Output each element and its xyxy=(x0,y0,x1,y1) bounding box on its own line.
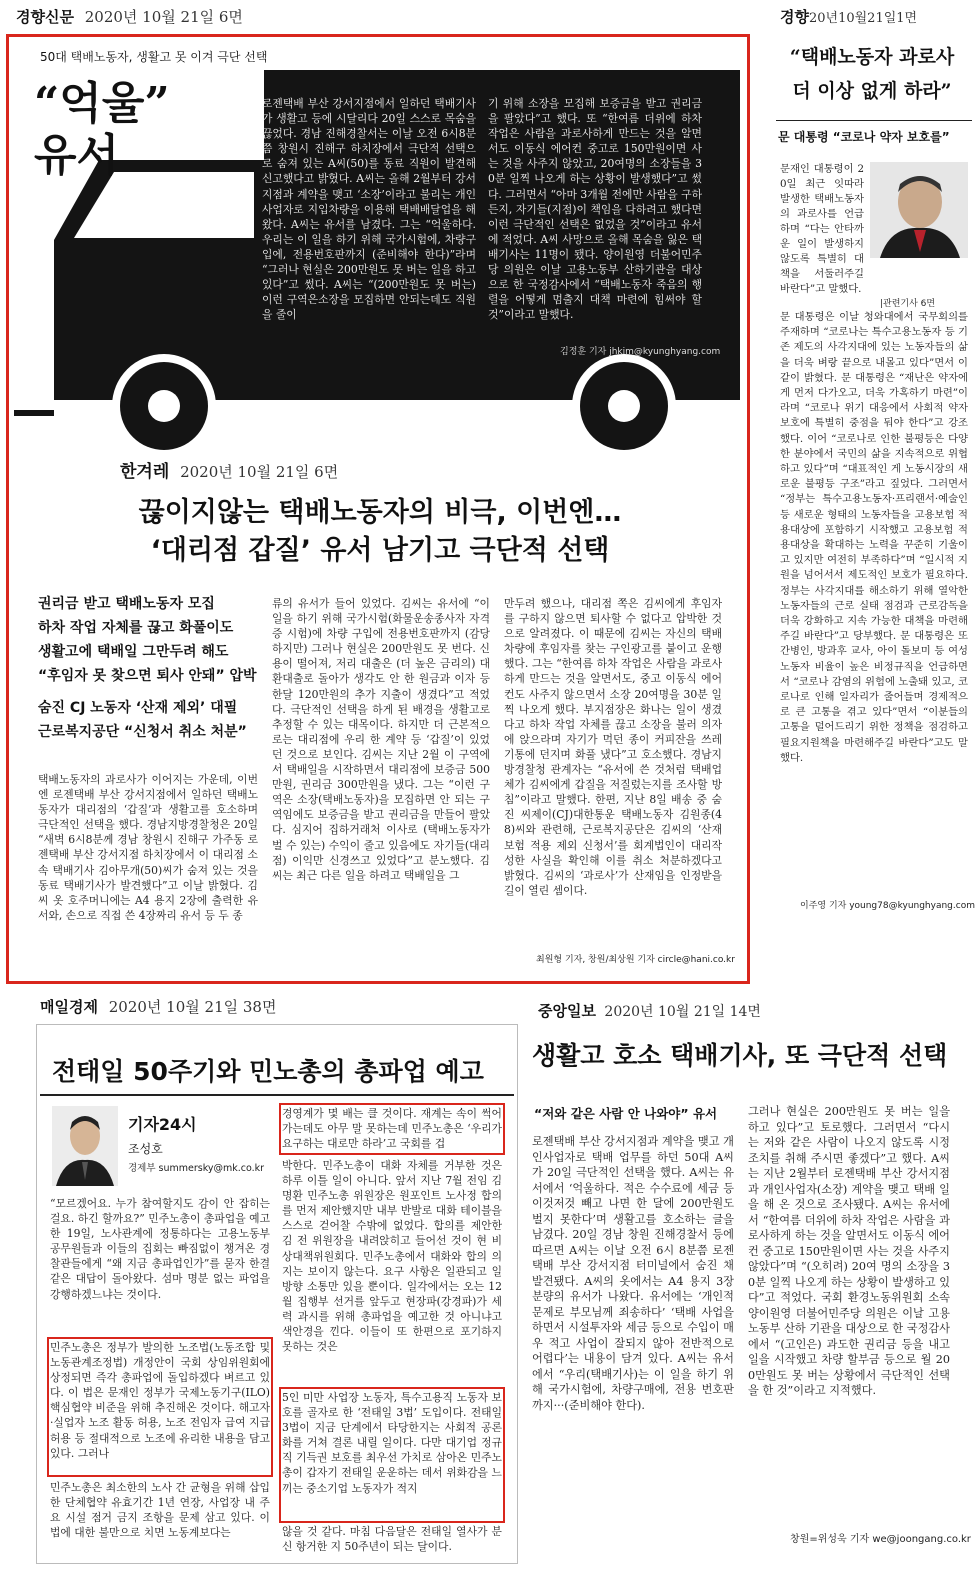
hankyoreh-deck-line: 권리금 받고 택배노동자 모집 xyxy=(38,596,215,612)
maeil-column-name: 기자24시 xyxy=(128,1115,197,1134)
maeil-rule xyxy=(40,1094,514,1096)
joongang-source xyxy=(538,1000,761,1021)
maeil-source-name: 매일경제 xyxy=(40,998,98,1016)
hankyoreh-deck-line: 근로복지공단 “신청서 취소 처분” xyxy=(38,724,247,740)
hankyoreh-byline: 최원형 기자, 창원/최상원 기자 circle@hani.co.kr xyxy=(536,955,735,965)
kh-p1-headline xyxy=(772,40,972,108)
maeil-col2-b: 박한다. 민주노총이 대화 자체를 거부한 것은 하루 이틀 일이 아니다. 앞서 지난 7월 전임 김명환 민주노총 위원장은 원포인트 노사정 합의를 먼저 제안했지만 내부 반발로 대화 테이블을 스스로 걷어찰 수밖에 없었다. 합의를 제안한 김 전 위원장을 내려앉히고 들어선 것이 현 비상대책위원회다. 민주노총에서 대화와 합의 의지는 보이지 않는다. 요구 사항은 일관되고 일방향 소통만 있을 뿐이다. 일각에서는 오는 12월 집행부 선거를 앞두고 현장파(강경파)가 세력 과시를 위해 총파업을 예고한 것 아니냐고 색안경을 낀다. 이들이 또 한편으로 포기하지 못하는 것은 xyxy=(282,1159,502,1354)
joongang-col2: 그러나 현실은 200만원도 못 버는 일을 하고 있다”고 토로했다. 그러면서 “다시는 저와 같은 사람이 나오지 않도록 시정 조치를 취해 주시면 좋겠다”고 했다. A씨는 지난 2월부터 로젠택배 부산 강서지점과 개인사업자(소장) 계약을 맺고 택배 일을 해 온 것으로 조사됐다. A씨는 유서에서 “한여름 더위에 하차 작업은 사람을 과로사하게 하는 것을 알면서도 이동식 에어컨 중고로 150만원이면 사는 것을 사주지 않았다”며 “(오히려) 20여 명의 소장을 30분 일찍 나오게 하는 상황이 발생하고 있다”고 적었다. 국회 환경노동위원회 소속 양이원영 더불어민주당 의원은 이날 고용노동부 산하 기관을 대상으로 한 국정감사에서 “(고인은) 과도한 권리금 등을 내고 일을 시작했고 차량 할부금 등으로 월 200만원도 못 버는 상황에서 극단적인 선택을 한 것”이라고 지적했다. xyxy=(748,1105,950,1397)
joongang-logo: 중앙일보 xyxy=(538,1002,596,1020)
joongang-byline: 창원=위성욱 기자 we@joongang.co.kr xyxy=(790,1534,971,1545)
maeil-col1-c: 민주노총은 최소한의 노사 간 균형을 위해 삽입한 단체협약 유효기간 1년 연장, 사업장 내 주요 시설 점거 금지 조항을 문제 삼고 있다. 이 법에 대한 불만으로 치면 노동계보다는 xyxy=(50,1481,270,1540)
maeil-col1-b: 민주노총은 정부가 발의한 노조법(노동조합 및 노동관계조정법) 개정안이 국회 상임위원회에 상정되면 즉각 총파업에 돌입하겠다 벼르고 있다. 이 법은 문재인 정부가 국제노동기구(ILO) 핵심협약 비준을 위해 추진해온 것이다. 해고자·실업자 노조 활동 허용, 노조 전임자 급여 지급 허용 등 절대적으로 노조에 유리한 내용을 담고 있다. 그러나 xyxy=(50,1340,270,1474)
kyunghyang-p6-source-name: 경향신문 xyxy=(16,8,74,26)
kh-p1-body: 문 대통령은 이날 청와대에서 국무회의를 주재하며 “코로나는 특수고용노동자 등 기존 제도의 사각지대에 있는 노동자들의 삶을 더욱 벼랑 끝으로 내몰고 있다”면서 이같이 밝혔다. 문 대통령은 “재난은 약자에게 먼저 다가오고, 더욱 가혹하기 마련”이라며 “코로나 위기 대응에서 사회적 약자 보호에 특별히 중점을 둬야 한다”고 강조했다. 이어 “코로나로 인한 불평등은 다양한 분야에서 국민의 삶을 지속적으로 위협하고 있다”며 “대표적인 게 노동시장의 새로운 불평등 구조”라고 짚었다. 그러면서 “정부는 특수고용노동자·프리랜서·예술인 등 새로운 형태의 노동자들을 고용보험 적용대상에 포함하기 시작했고 고용보험 적용대상을 확대하는 노력을 꾸준히 기울이고 있지만 여전히 부족하다”며 “일시적 지원을 넘어서서 제도적인 보호가 필요하다. 정부는 사각지대를 해소하기 위해 열악한 노동자들의 근로 실태 점검과 근로감독을 더욱 강화하고 지속 가능한 대책을 마련해주길 바란다”고 당부했다. 문 대통령은 또 간병인, 방과후 교사, 아이 돌보미 등 여성 노동자 비율이 높은 비정규직을 언급하면서 “코로나 감염의 위험에 노출돼 있고, 코로나로 인해 일자리가 줄어들며 경제적으로 큰 고통을 겪고 있다”면서 “이분들의 고통을 덜어드리기 위한 정책을 점검하고 필요지원책을 마련해주길 바란다”고도 말했다. xyxy=(780,311,968,764)
hankyoreh-col2: 류의 유서가 들어 있었다. 김씨는 유서에 “이 일을 하기 위해 국가시험(화물운송종사자 자격증 시험)에 차량 구입에 전용번호판까지 (감당하지만) 그러나 현실은 200만원도 못 번다. 신용이 떨어져, 저리 대출은 (더 높은 금리의) 대환대출로 돌아가 생각도 안 한 원금과 이자 등 한달 120만원의 추가 지출이 생겼다”고 적었다. 극단적인 선택을 하게 된 배경을 생활고로 추정할 수 있는 대목이다. 하지만 더 근본적으로는 대리점에 우리 한 계약 등 ‘갑질’이 있었던 것으로 보인다. 김씨는 지난 2월 이 구역에서 택배일을 시작하면서 대리점에 보증금 500만원, 권리금 300만원을 냈다. 그는 “이런 구역은 소장(택배노동자)을 모집하면 안 되는 구역임에도 보증금을 받고 권리금을 만들어 팔았다. 심지어 집하거래처 이사로 (택배노동자가 벌 수 있는) 수익이 줄고 있음에도 자기들(대리점) 이익만 신경쓰고 있었다”고 분노했다. 김씨는 최근 다른 일을 하려고 택배일을 그 xyxy=(272,597,490,882)
reporter-photo xyxy=(52,1106,118,1186)
hankyoreh-logo: 한겨레 xyxy=(120,462,170,482)
kyunghyang-byline: 김정훈 기자 jhkim@kyunghyang.com xyxy=(560,347,721,357)
hankyoreh-deck-line: 숨진 CJ 노동자 ‘산재 제외’ 대필 xyxy=(38,700,238,716)
maeil-col2-a: 경영계가 몇 배는 클 것이다. 재계는 속이 썩어가는데도 아무 말 못하는데 민주노총은 ‘우리가 요구하는 대로만 하라’고 국회를 겁 xyxy=(282,1107,502,1151)
kh-p1-lead: 문재인 대통령이 20일 최근 잇따라 발생한 택배노동자의 과로사를 언급하며 “다는 안타까운 일이 발생하지 않도록 특별히 대책을 서둘러주길 바란다”고 말했다. xyxy=(780,163,864,295)
maeil-reporter-name: 조성호 xyxy=(128,1142,163,1156)
hankyoreh-deck-line: 하차 작업 자체를 끊고 화풀이도 xyxy=(38,620,234,636)
kyunghyang-headline xyxy=(34,78,170,182)
joongang-source-date: 2020년 10월 21일 14면 xyxy=(604,1004,761,1020)
joongang-subhead: “저와 같은 사람 안 나와야” 유서 xyxy=(534,1106,718,1121)
kyunghyang-p6-source xyxy=(16,6,243,27)
kh-p1-headline-line2: 더 이상 없게 하라” xyxy=(792,80,952,102)
joongang-col1: 로젠택배 부산 강서지점과 계약을 맺고 개인사업자로 택배 업무를 하던 50대 A씨가 20일 극단적인 선택을 했다. A씨는 유서에서 ‘억울하다. 적은 수수료에 세금 등 이것저것 빼고 나면 한 달에 200만원도 벌지 못한다’며 생활고를 호소하는 글을 남겼다. 20일 경남 창원 진해경찰서 등에 따르면 A씨는 이날 오전 6시 8분쯤 로젠택배 부산 강서지점 터미널에서 숨진 채 발견됐다. A씨의 옷에서는 A4 용지 3장 분량의 유서가 나왔다. 유서에는 ‘개인적 문제로 부모님께 죄송하다’ ‘택배 사업을 하면서 시설투자와 세금 등으로 수입이 매우 적고 사업이 잘되지 않아 전반적으로 어렵다’는 내용이 담겨 있다. A씨는 유서에서 “우리(택배기사)는 이 일을 하기 위해 국가시험에, 차량구매에, 전용 번호판까지···(준비해야 한다). xyxy=(532,1135,734,1412)
hankyoreh-source-date: 2020년 10월 21일 6면 xyxy=(180,463,339,481)
kyunghyang-p6-source-date: 2020년 10월 21일 6면 xyxy=(84,8,243,26)
kyunghyang-p1-source xyxy=(780,6,917,27)
kyunghyang-kicker: 50대 택배노동자, 생활고 못 이겨 극단 선택 xyxy=(40,50,268,64)
kyunghyang-p1-source-date: 20년10월21일1면 xyxy=(808,11,918,26)
hankyoreh-source xyxy=(120,457,338,482)
hankyoreh-headline-line2: ‘대리점 갑질’ 유서 남기고 극단적 선택 xyxy=(150,535,610,566)
kh-p1-headline-line1: “택배노동자 과로사 xyxy=(789,46,955,68)
kh-p1-rule xyxy=(776,120,972,121)
kh-p1-subhead: 문 대통령 “코로나 약자 보호를” xyxy=(778,130,950,144)
kyunghyang-col2: 기 위해 소장을 모집해 보증금을 받고 권리금을 팔았다”고 했다. 또 “한여름 더위에 하차 작업은 사람을 과로사하게 만드는 것을 알면서도 이동식 에어컨 중고로 150만원이면 사는 것을 사주지 않았고, 20여명의 소장들을 30분 일찍 나오게 하는 상황이 발생했다”고 썼다. 그러면서 “아마 3개월 전에만 사람을 구하든지, 자기들(지점)이 책임을 다하려고 했다면 이런 극단적인 선택은 없었을 것”이라고 유서에 적었다. A씨 사망으로 올해 목숨을 잃은 택배기사는 11명이 됐다. 양이원영 더불어민주당 의원은 이날 고용노동부 산하기관을 대상으로 한 국정감사에서 “택배노동자 죽음의 행렬을 어떻게 멈출지 대책 마련에 힘써야 할 것”이라고 말했다. xyxy=(488,97,702,322)
hankyoreh-deck-line: “후임자 못 찾으면 퇴사 안돼” 압박 xyxy=(38,668,257,684)
hankyoreh-deck-line: 생활고에 택배일 그만두려 해도 xyxy=(38,644,229,660)
moon-portrait xyxy=(870,162,968,258)
maeil-source-date: 2020년 10월 21일 38면 xyxy=(108,998,277,1016)
kyunghyang-p1-source-name: 경향 xyxy=(780,8,809,26)
hankyoreh-col1: 택배노동자의 과로사가 이어지는 가운데, 이번엔 로젠택배 부산 강서지점에서 일하던 택배노동자가 대리점의 ‘갑질’과 생활고를 호소하며 극단적인 선택을 했다. 경남지방경찰청은 20일 “새벽 6시8분께 경남 창원시 진해구 가주동 로젠택배 부산 강서지점 하치장에서 이 대리점 소속 택배기사 김아무개(50)씨가 숨져 있는 것을 동료 택배기사가 발견했다”고 이날 밝혔다. 김씨 옷 호주머니에는 A4 용지 2장에 출력한 유서와, 손으로 직접 쓴 4장짜리 유서 등 두 종 xyxy=(38,773,258,922)
hankyoreh-headline-line1: 끊이지않는 택배노동자의 비극, 이번엔… xyxy=(138,497,622,528)
hankyoreh-col3: 만두려 했으나, 대리점 쪽은 김씨에게 후임자를 구하지 않으면 퇴사할 수 없다고 압박한 것으로 알려졌다. 이 때문에 김씨는 자신의 택배차량에 후임자를 찾는 구인광고를 붙이고 운행했다. 그는 “한여름 하차 작업은 사람을 과로사하게 만드는 것을 알면서도, 중고 이동식 에어컨도 사주지 않으면서 소장 20여명을 30분 일찍 나오게 했다. 부지점장은 화나는 일이 생겼다고 하차 작업 자체를 끊고 소장을 불러 의자에 앉으라며 자기가 먹던 종이 커피잔을 쓰레기통에 던지며 화풀 냈다”고 호소했다. 경남지방경찰청 관계자는 “유서에 쓴 것처럼 택배업체가 김씨에게 갑질을 저질렀는지를 조사할 방침”이라고 말했다. 한편, 지난 8일 배송 중 숨진 씨제이(CJ)대한통운 택배노동자 김원종(48)씨와 관련해, 근로복지공단은 김씨의 ‘산재보험 적용 제외 신청서’를 회계법인이 대리작성한 사실을 확인해 이를 취소 처분하겠다고 밝혔다. 김씨의 ‘과로사’가 산재임을 인정받을 길이 열린 셈이다. xyxy=(504,597,722,897)
kh-p1-byline: 이주영 기자 young78@kyunghyang.com xyxy=(800,901,975,911)
maeil-headline: 전태일 50주기와 민노총의 총파업 예고 xyxy=(52,1057,484,1086)
kyunghyang-col1: 로젠택배 부산 강서지점에서 일하던 택배기사가 생활고 등에 시달리다 20일 스스로 목숨을 끊었다. 경남 진해경찰서는 이날 오전 6시8분쯤 창원시 진해구 하치장에서 극단적 선택으로 숨져 있는 A씨(50)를 동료 직원이 발견해 신고했다고 밝혔다. A씨는 올해 2월부터 강서지점과 계약을 맺고 ‘소장’이라고 불리는 개인사업자로 지입차량을 이용해 택배배달업을 해왔다. A씨는 유서를 남겼다. 그는 “억울하다. 우리는 이 일을 하기 위해 국가시험에, 차량구입에, 전용번호판까지 (준비해야 한다)”라며 “그러나 현실은 200만원도 못 버는 일을 하고 있다”고 썼다. A씨는 “(200만원도 못 버는) 이런 구역은소장을 모집하면 안되는데도 직원을 줄이 xyxy=(262,97,476,322)
maeil-col2-d: 않을 것 같다. 마침 다음달은 전태일 열사가 분신 항거한 지 50주년이 되는 달이다. xyxy=(282,1525,502,1554)
maeil-reporter-info: 경제부 summersky@mk.co.kr xyxy=(128,1163,265,1174)
kyunghyang-headline-line1: “억울” xyxy=(34,78,170,129)
maeil-col2-c: 5인 미만 사업장 노동자, 특수고용직 노동자 보호를 골자로 한 ‘전태일 3법’ 도입이다. 전태일 3법이 지금 단계에서 타당한지는 사회적 공론화를 거쳐 결론 내릴 일이다. 다만 대기업 정규직 기득권 보호를 최우선 가치로 삼아온 민주노총이 갑자기 전태일 운운하는 데서 위화감을 느끼는 중소기업 노동자가 적지 xyxy=(282,1390,502,1520)
hankyoreh-headline xyxy=(20,494,740,570)
hankyoreh-deck xyxy=(38,592,258,744)
maeil-col1-a: “모르겠어요. 누가 참여할지도 감이 안 잡히는 걸요. 하긴 할까요?” 민주노총이 총파업을 예고한 19일, 노사관계에 정통하다는 고용노동부 공무원들과 이들의 집회는 빠짐없이 챙겨온 경찰관들에게 “왜 지금 총파업인가”를 묻자 한결같은 대답이 돌아왔다. 섬마 명분 없는 파업을 강행하겠느냐는 것이다. xyxy=(50,1197,270,1301)
kh-p1-related: |관련기사 6면 xyxy=(880,299,936,309)
joongang-headline: 생활고 호소 택배기사, 또 극단적 선택 xyxy=(532,1041,948,1070)
maeil-source xyxy=(40,996,276,1017)
kyunghyang-headline-line2: 유서 xyxy=(34,130,120,181)
